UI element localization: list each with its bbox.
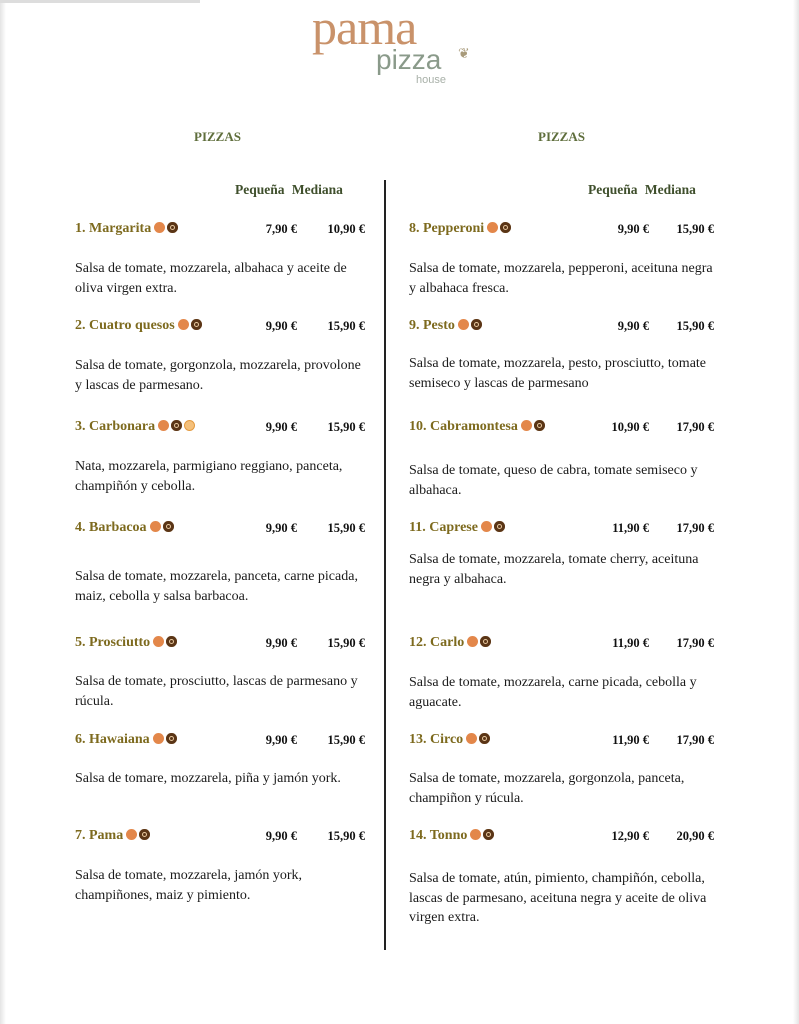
item-name: 5. Prosciutto <box>75 635 151 650</box>
ingredient-icons <box>521 420 545 431</box>
price-medium: 15,90 € <box>676 319 714 333</box>
ingredient-icons <box>126 829 150 840</box>
price-medium: 15,90 € <box>327 319 365 333</box>
orange-ingredient-icon <box>466 733 477 744</box>
item-description: Salsa de tomate, gorgonzola, mozzarela, provolone y lascas de parmesano. <box>75 358 361 393</box>
item-description: Salsa de tomate, prosciutto, lascas de parmesano y rúcula. <box>75 674 358 709</box>
brown-ingredient-icon <box>167 222 178 233</box>
item-name-row <box>409 221 511 237</box>
orange-ingredient-icon <box>153 636 164 647</box>
price-small: 11,90 € <box>612 521 649 535</box>
item-description: Salsa de tomate, mozzarela, albahaca y aceite de oliva virgen extra. <box>75 261 347 296</box>
orange-ingredient-icon <box>467 636 478 647</box>
brown-ingredient-icon <box>163 521 174 532</box>
item-description: Salsa de tomate, queso de cabra, tomate semiseco y albahaca. <box>409 463 698 498</box>
price-small: 9,90 € <box>265 636 297 650</box>
brown-ingredient-icon <box>166 733 177 744</box>
ingredient-icons <box>466 733 490 744</box>
leaf-icon: ❦ <box>458 46 470 62</box>
brown-ingredient-icon <box>483 829 494 840</box>
orange-ingredient-icon <box>150 521 161 532</box>
price-small: 9,90 € <box>265 733 297 747</box>
size-headers-right: Pequeña Mediana <box>588 182 696 197</box>
item-name-row <box>409 419 545 435</box>
ingredient-icons <box>178 319 202 330</box>
item-description: Salsa de tomate, mozzarela, carne picada, cebolla y aguacate. <box>409 675 697 710</box>
price-small: 11,90 € <box>612 636 649 650</box>
item-name: 3. Carbonara <box>75 419 156 434</box>
item-description: Salsa de tomare, mozzarela, piña y jamón york. <box>75 771 341 786</box>
brown-ingredient-icon <box>166 636 177 647</box>
price-medium: 15,90 € <box>327 521 365 535</box>
item-name: 9. Pesto <box>409 318 455 333</box>
item-description: Salsa de tomate, mozzarela, pesto, prosciutto, tomate semiseco y lascas de parmesano <box>409 356 707 391</box>
price-small: 11,90 € <box>612 733 649 747</box>
ingredient-icons <box>153 733 177 744</box>
price-small: 12,90 € <box>611 829 649 843</box>
item-description: Nata, mozzarela, parmigiano reggiano, panceta, champiñón y cebolla. <box>75 459 343 494</box>
item-name: 11. Caprese <box>409 520 478 535</box>
brown-ingredient-icon <box>480 636 491 647</box>
price-medium: 17,90 € <box>676 636 714 650</box>
price-medium: 17,90 € <box>676 521 714 535</box>
orange-ingredient-icon <box>487 222 498 233</box>
item-name: 10. Cabramontesa <box>409 419 518 434</box>
price-small: 7,90 € <box>265 222 297 236</box>
item-name: 14. Tonno <box>409 828 468 843</box>
price-medium: 17,90 € <box>676 420 714 434</box>
price-medium: 15,90 € <box>327 829 365 843</box>
ingredient-icons <box>470 829 494 840</box>
price-small: 9,90 € <box>265 829 297 843</box>
logo-line3: house <box>416 74 446 86</box>
item-name-row <box>409 635 491 651</box>
item-name: 4. Barbacoa <box>75 520 147 535</box>
item-name: 6. Hawaiana <box>75 732 150 747</box>
brown-ingredient-icon <box>171 420 182 431</box>
brown-ingredient-icon <box>471 319 482 330</box>
orange-ingredient-icon <box>481 521 492 532</box>
price-medium: 15,90 € <box>327 636 365 650</box>
logo-line2: pizza <box>376 44 442 75</box>
item-name-row <box>409 732 490 748</box>
page-edge-right <box>793 0 799 1024</box>
price-medium: 15,90 € <box>327 420 365 434</box>
price-medium: 20,90 € <box>676 829 714 843</box>
price-medium: 15,90 € <box>676 222 714 236</box>
price-medium: 15,90 € <box>327 733 365 747</box>
orange-ingredient-icon <box>458 319 469 330</box>
section-title-left: PIZZAS <box>194 129 241 144</box>
price-medium: 10,90 € <box>327 222 365 236</box>
item-name-row <box>75 732 177 748</box>
orange-ingredient-icon <box>154 222 165 233</box>
price-small: 9,90 € <box>265 319 297 333</box>
item-description: Salsa de tomate, mozzarela, pepperoni, aceituna negra y albahaca fresca. <box>409 261 713 296</box>
column-divider <box>384 180 386 950</box>
item-name-row <box>409 520 505 536</box>
item-description: Salsa de tomate, atún, pimiento, champiñón, cebolla, lascas de parmesano, aceituna negra y aceite de oliva virgen extra. <box>409 871 707 925</box>
ingredient-icons <box>487 222 511 233</box>
brown-ingredient-icon <box>479 733 490 744</box>
item-description: Salsa de tomate, mozzarela, jamón york, champiñones, maiz y pimiento. <box>75 868 303 903</box>
item-name: 13. Circo <box>409 732 464 747</box>
brown-ingredient-icon <box>500 222 511 233</box>
brown-ingredient-icon <box>494 521 505 532</box>
ingredient-icons <box>158 420 195 431</box>
orange-ingredient-icon <box>470 829 481 840</box>
ingredient-icons <box>481 521 505 532</box>
item-name-row <box>75 221 178 237</box>
top-bar <box>0 0 200 3</box>
item-name-row <box>75 318 202 334</box>
item-name-row <box>409 828 494 844</box>
brown-ingredient-icon <box>534 420 545 431</box>
logo <box>312 0 482 88</box>
price-small: 10,90 € <box>611 420 649 434</box>
item-name-row <box>75 520 174 536</box>
price-small: 9,90 € <box>265 420 297 434</box>
ingredient-icons <box>150 521 174 532</box>
section-title-right: PIZZAS <box>538 129 585 144</box>
size-headers-left: Pequeña Mediana <box>235 182 343 197</box>
page-edge-left <box>0 0 6 1024</box>
item-name-row <box>75 635 177 651</box>
logo-line1: pama <box>312 0 417 55</box>
ingredient-icons <box>154 222 178 233</box>
orange-ingredient-icon <box>178 319 189 330</box>
price-small: 9,90 € <box>617 222 649 236</box>
item-description: Salsa de tomate, mozzarela, panceta, carne picada, maiz, cebolla y salsa barbacoa. <box>75 569 358 604</box>
item-name: 1. Margarita <box>75 221 152 236</box>
item-name-row <box>75 828 150 844</box>
price-small: 9,90 € <box>265 521 297 535</box>
item-name: 12. Carlo <box>409 635 465 650</box>
orange-ingredient-icon <box>126 829 137 840</box>
price-medium: 17,90 € <box>676 733 714 747</box>
light-ingredient-icon <box>184 420 195 431</box>
brown-ingredient-icon <box>139 829 150 840</box>
ingredient-icons <box>458 319 482 330</box>
item-name-row <box>75 419 195 435</box>
brown-ingredient-icon <box>191 319 202 330</box>
item-description: Salsa de tomate, mozzarela, tomate cherry, aceituna negra y albahaca. <box>409 552 699 587</box>
item-name: 2. Cuatro quesos <box>75 318 175 333</box>
ingredient-icons <box>153 636 177 647</box>
orange-ingredient-icon <box>153 733 164 744</box>
item-name: 8. Pepperoni <box>409 221 485 236</box>
item-description: Salsa de tomate, mozzarela, gorgonzola, panceta, champiñon y rúcula. <box>409 771 685 806</box>
price-small: 9,90 € <box>617 319 649 333</box>
ingredient-icons <box>467 636 491 647</box>
orange-ingredient-icon <box>158 420 169 431</box>
item-name: 7. Pama <box>75 828 124 843</box>
orange-ingredient-icon <box>521 420 532 431</box>
item-name-row <box>409 318 482 334</box>
